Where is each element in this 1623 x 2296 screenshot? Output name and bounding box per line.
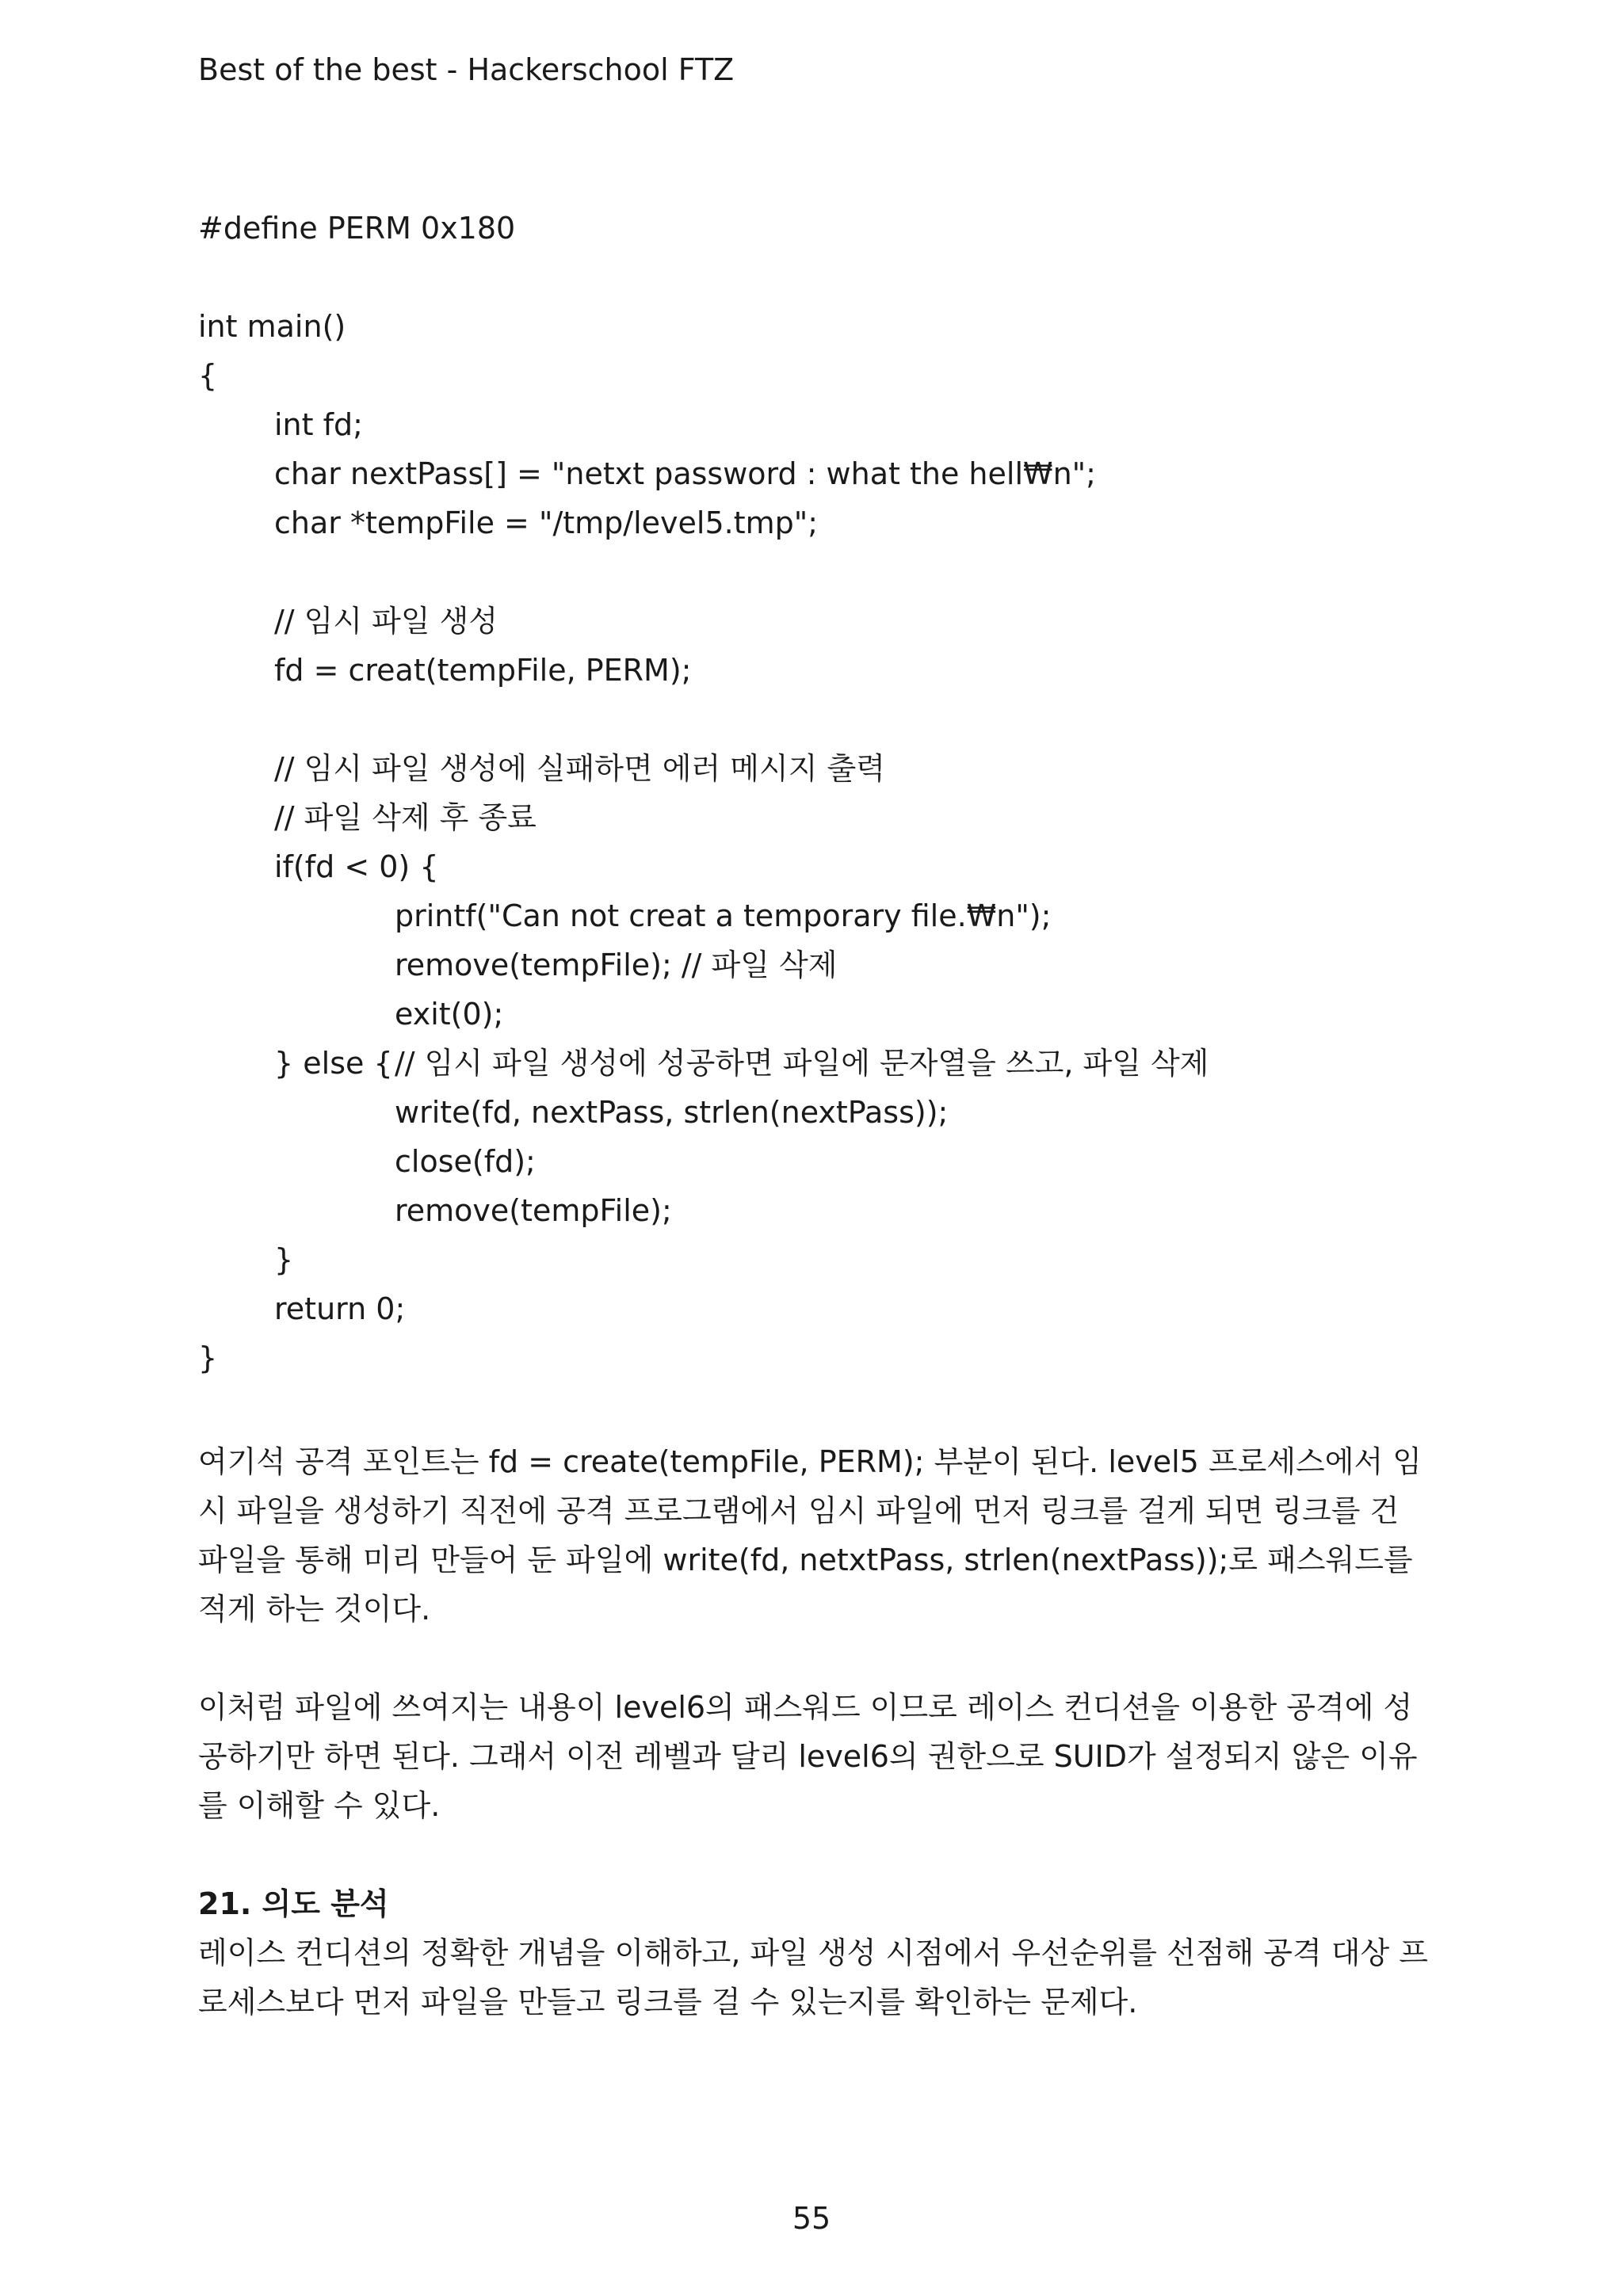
running-header: Best of the best - Hackerschool FTZ bbox=[198, 52, 735, 87]
code-line: int main() bbox=[198, 309, 346, 344]
code-comment: // 임시 파일 생성에 성공하면 파일에 문자열을 쓰고, 파일 삭제 bbox=[395, 1046, 1209, 1081]
code-line: return 0; bbox=[274, 1291, 406, 1326]
body-paragraph: 여기석 공격 포인트는 fd = create(tempFile, PERM); 부분이 된다. level5 프로세스에서 임시 파일을 생성하기 직전에 공격 프로그램에서 임시 파일에 먼저 링크를 걸게 되면 링크를 건 파일을 통해 미리 만들어 둔 파일에 write(fd, netxtPass, strlen(nextPass));로 패스워드를 적게 하는 것이다. bbox=[198, 1444, 1422, 1627]
code-line: } else { bbox=[274, 1046, 393, 1081]
code-line: char *tempFile = "/tmp/level5.tmp"; bbox=[274, 505, 819, 540]
code-comment: // 임시 파일 생성에 실패하면 에러 메시지 출력 bbox=[274, 751, 885, 786]
code-line: printf("Can not creat a temporary file.₩n"); bbox=[395, 898, 1052, 933]
code-line: } bbox=[198, 1341, 218, 1375]
code-line: fd = creat(tempFile, PERM); bbox=[274, 653, 692, 688]
code-comment: // 파일 삭제 후 종료 bbox=[274, 800, 537, 835]
code-line: close(fd); bbox=[395, 1144, 536, 1179]
code-line: char nextPass[] = "netxt password : what the hell₩n"; bbox=[274, 456, 1096, 491]
code-line: } bbox=[274, 1242, 294, 1277]
body-paragraph: 이처럼 파일에 쓰여지는 내용이 level6의 패스워드 이므로 레이스 컨디션을 이용한 공격에 성공하기만 하면 된다. 그래서 이전 레벨과 달리 level6의 권한으로 SUID가 설정되지 않은 이유를 이해할 수 있다. bbox=[198, 1690, 1418, 1823]
code-line: if(fd < 0) { bbox=[274, 849, 439, 884]
code-line: { bbox=[198, 358, 218, 393]
code-line: #define PERM 0x180 bbox=[198, 211, 516, 246]
code-line: write(fd, nextPass, strlen(nextPass)); bbox=[395, 1095, 949, 1130]
section-paragraph: 레이스 컨디션의 정확한 개념을 이해하고, 파일 생성 시점에서 우선순위를 선점해 공격 대상 프로세스보다 먼저 파일을 만들고 링크를 걸 수 있는지를 확인하는 문제다. bbox=[198, 1936, 1428, 2019]
page-number: 55 bbox=[792, 2201, 831, 2236]
code-line: remove(tempFile); bbox=[395, 1193, 672, 1228]
code-comment: // 임시 파일 생성 bbox=[274, 604, 498, 639]
code-line: remove(tempFile); // 파일 삭제 bbox=[395, 948, 838, 982]
code-line: int fd; bbox=[274, 407, 363, 442]
section-heading: 21. 의도 분석 bbox=[198, 1886, 389, 1921]
code-line: exit(0); bbox=[395, 997, 504, 1032]
